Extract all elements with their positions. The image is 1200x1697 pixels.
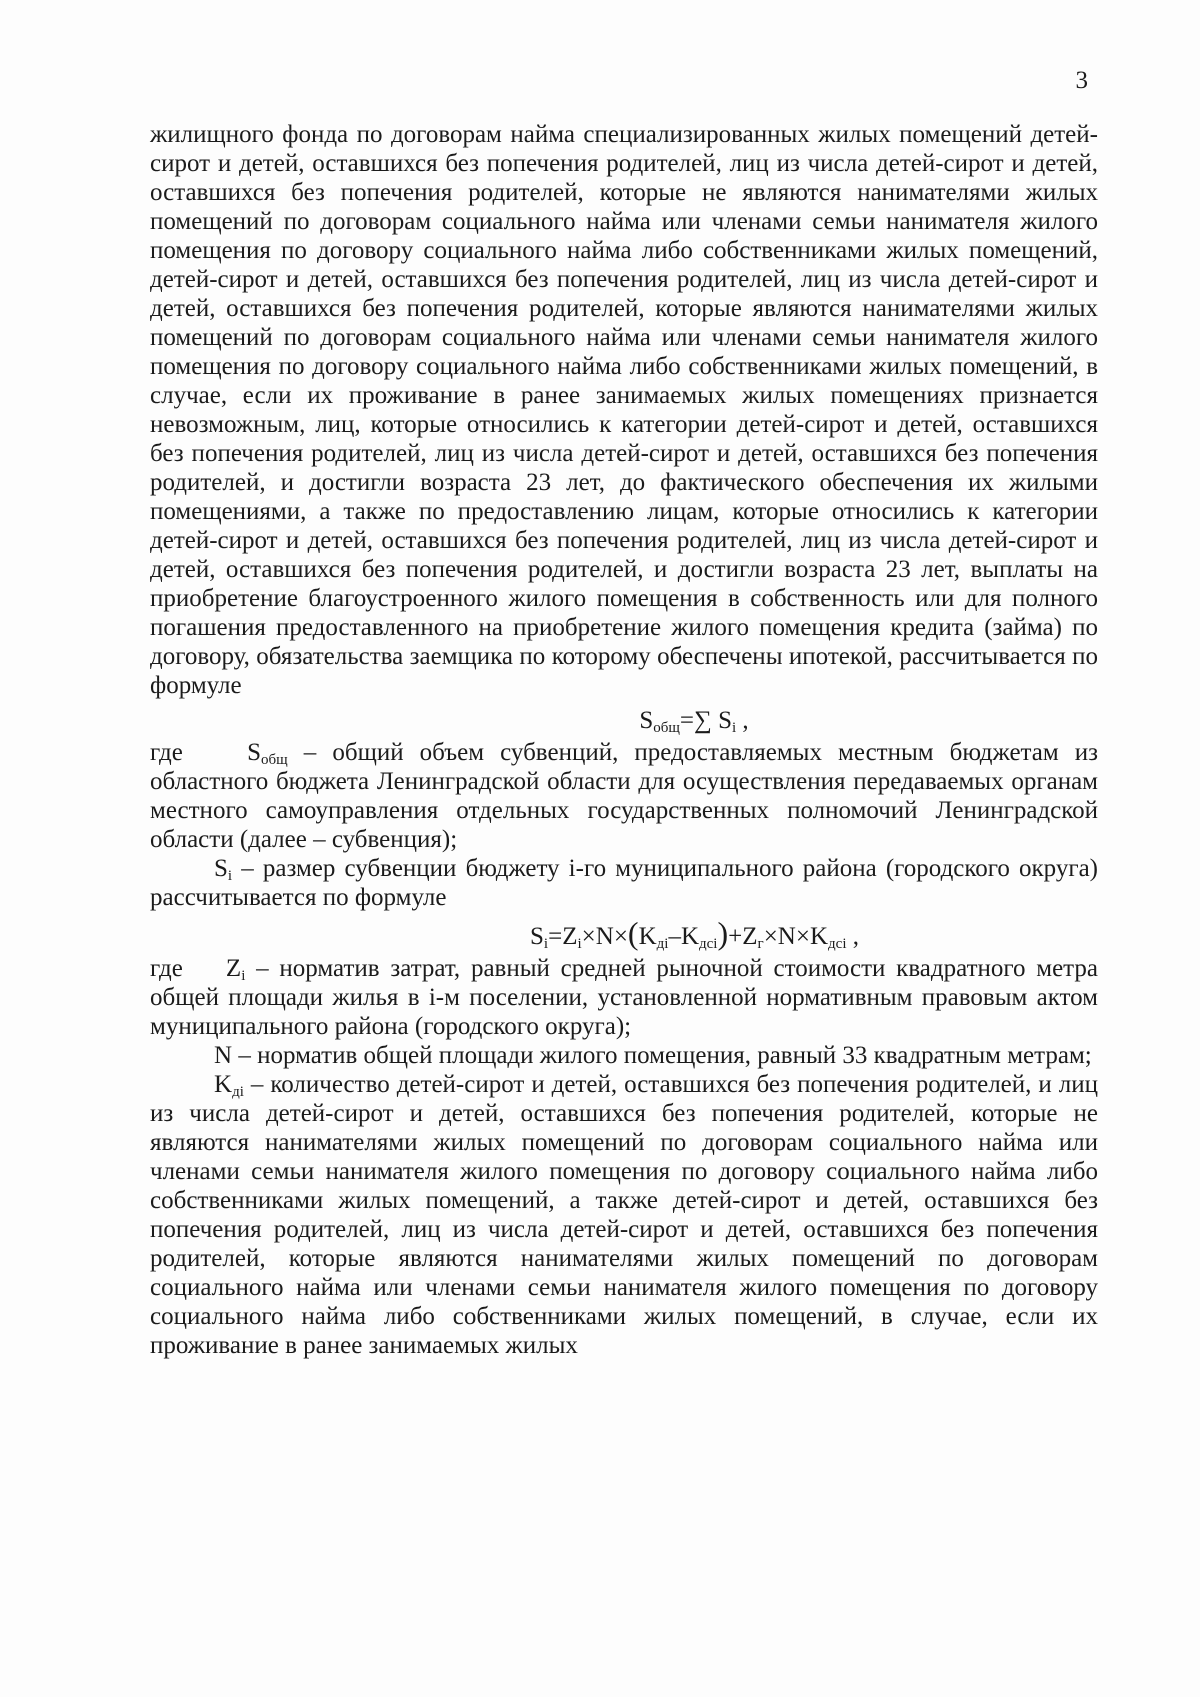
formula-symbol: S	[718, 707, 732, 734]
term-subscript: общ	[261, 752, 288, 768]
formula-subscript: i	[577, 936, 582, 952]
formula-punctuation: ,	[736, 707, 749, 734]
formula-symbol: Z	[562, 923, 578, 950]
formula-subscript: дi	[656, 936, 669, 952]
formula-symbol: K	[638, 923, 657, 950]
paragraph-definition-z-i	[150, 954, 1098, 1041]
term-subscript: i	[227, 868, 233, 884]
definition-text: – размер субвенции бюджету i-го муниципального района (городского округа) рассчитывается по формуле	[150, 855, 1099, 911]
document-body	[150, 120, 1098, 1360]
term-subscript: дi	[232, 1084, 244, 1100]
where-word: где	[150, 739, 183, 766]
formula-paren: )	[717, 915, 729, 951]
formula-operator: –	[668, 923, 681, 950]
formula-subscript: общ	[653, 720, 680, 736]
term-symbol: S	[214, 855, 228, 882]
formula-symbol: N	[777, 923, 796, 950]
definition-text: – количество детей-сирот и детей, оставшихся без попечения родителей, и лиц из числа детей-сирот и детей, оставшихся без попечения родителей, которые не являются нанимателями жилых помещений по договорам социального найма или членами семьи нанимателя жилого помещения по договору социального найма либо собственниками жилых помещений, а также детей-сирот и детей, оставшихся без попечения родителей, лиц из числа детей-сирот и детей, оставшихся без попечения родителей, которые являются нанимателями жилых помещений по договорам социального найма или членами семьи нанимателя жилого помещения по договору социального найма либо собственниками жилых помещений, в случае, если их проживание в ранее занимаемых жилых	[150, 1071, 1099, 1359]
paragraph-definition-n	[150, 1041, 1098, 1070]
formula-symbol: K	[809, 923, 829, 950]
term-subscript: i	[241, 968, 246, 984]
page-number: 3	[1075, 67, 1088, 94]
formula-symbol: S	[530, 923, 544, 950]
formula-subscript: дсi	[828, 936, 847, 952]
definition-text: – общий объем субвенций, предоставляемых местным бюджетам из областного бюджета Ленинградской области для осуществления передаваемых органам местного самоуправления отдельных государственных полномочий Ленинградской области (далее – субвенция);	[150, 739, 1099, 853]
formula-punctuation: ,	[846, 923, 859, 950]
paragraph-definition-s-i	[150, 854, 1098, 912]
formula-operator: ×	[613, 923, 628, 950]
term-symbol: S	[247, 739, 262, 766]
formula-subscript: дсi	[699, 936, 718, 952]
formula-symbol: Z	[742, 923, 758, 950]
where-word: где	[150, 955, 183, 982]
paragraph-intro: жилищного фонда по договорам найма специализированных жилых помещений детей-сирот и детей, оставшихся без попечения родителей, лиц из числа детей-сирот и детей, оставшихся без попечения родителей, которые не являются нанимателями жилых помещений по договорам социального найма или членами семьи нанимателя жилого помещения по договору социального найма либо собственниками жилых помещений, детей-сирот и детей, оставшихся без попечения родителей, лиц из числа детей-сирот и детей, оставшихся без попечения родителей, которые являются нанимателями жилых помещений по договорам социального найма или членами семьи нанимателя жилого помещения по договору социального найма либо собственниками жилых помещений, в случае, если их проживание в ранее занимаемых жилых помещениях признается невозможным, лиц, которые относились к категории детей-сирот и детей, оставшихся без попечения родителей, лиц из числа детей-сирот и детей, оставшихся без попечения родителей, и достигли возраста 23 лет, до фактического обеспечения их жилыми помещениями, а также по предоставлению лицам, которые относились к категории детей-сирот и детей, оставшихся без попечения родителей, лиц из числа детей-сирот и детей, оставшихся без попечения родителей, и достигли возраста 23 лет, выплаты на приобретение благоустроенного жилого помещения в собственность или для полного погашения предоставленного на приобретение жилого помещения кредита (займа) по договору, обязательства заемщика по которому обеспечены ипотекой, рассчитывается по формуле	[150, 121, 1098, 699]
formula-symbol: K	[680, 923, 700, 950]
formula-operator: ×	[581, 923, 596, 950]
term-symbol: K	[214, 1071, 233, 1098]
formula-subscript: i	[543, 936, 549, 952]
formula-subvention-i	[150, 916, 1098, 954]
term-symbol: Z	[225, 955, 242, 982]
formula-subscript: г	[757, 936, 764, 952]
formula-operator: ×	[763, 923, 778, 950]
formula-operator: =	[548, 923, 563, 950]
formula-operator: ×	[795, 923, 810, 950]
formula-symbol: S	[639, 707, 654, 734]
formula-operator: +	[728, 923, 743, 950]
formula-operator: =∑	[679, 707, 712, 734]
formula-subscript: i	[732, 720, 737, 736]
definition-text: – норматив затрат, равный средней рыночной стоимости квадратного метра общей площади жилья в i-м поселении, установленной нормативным правовым актом муниципального района (городского округа);	[150, 955, 1099, 1040]
formula-paren: (	[627, 915, 639, 951]
term-symbol: N	[214, 1042, 233, 1069]
definition-text: – норматив общей площади жилого помещения, равный 33 квадратным метрам;	[238, 1042, 1092, 1069]
formula-symbol: N	[595, 923, 614, 950]
paragraph-definition-s-total	[150, 738, 1098, 854]
formula-total-subvention	[150, 704, 1098, 738]
paragraph-definition-k-di	[150, 1070, 1098, 1360]
